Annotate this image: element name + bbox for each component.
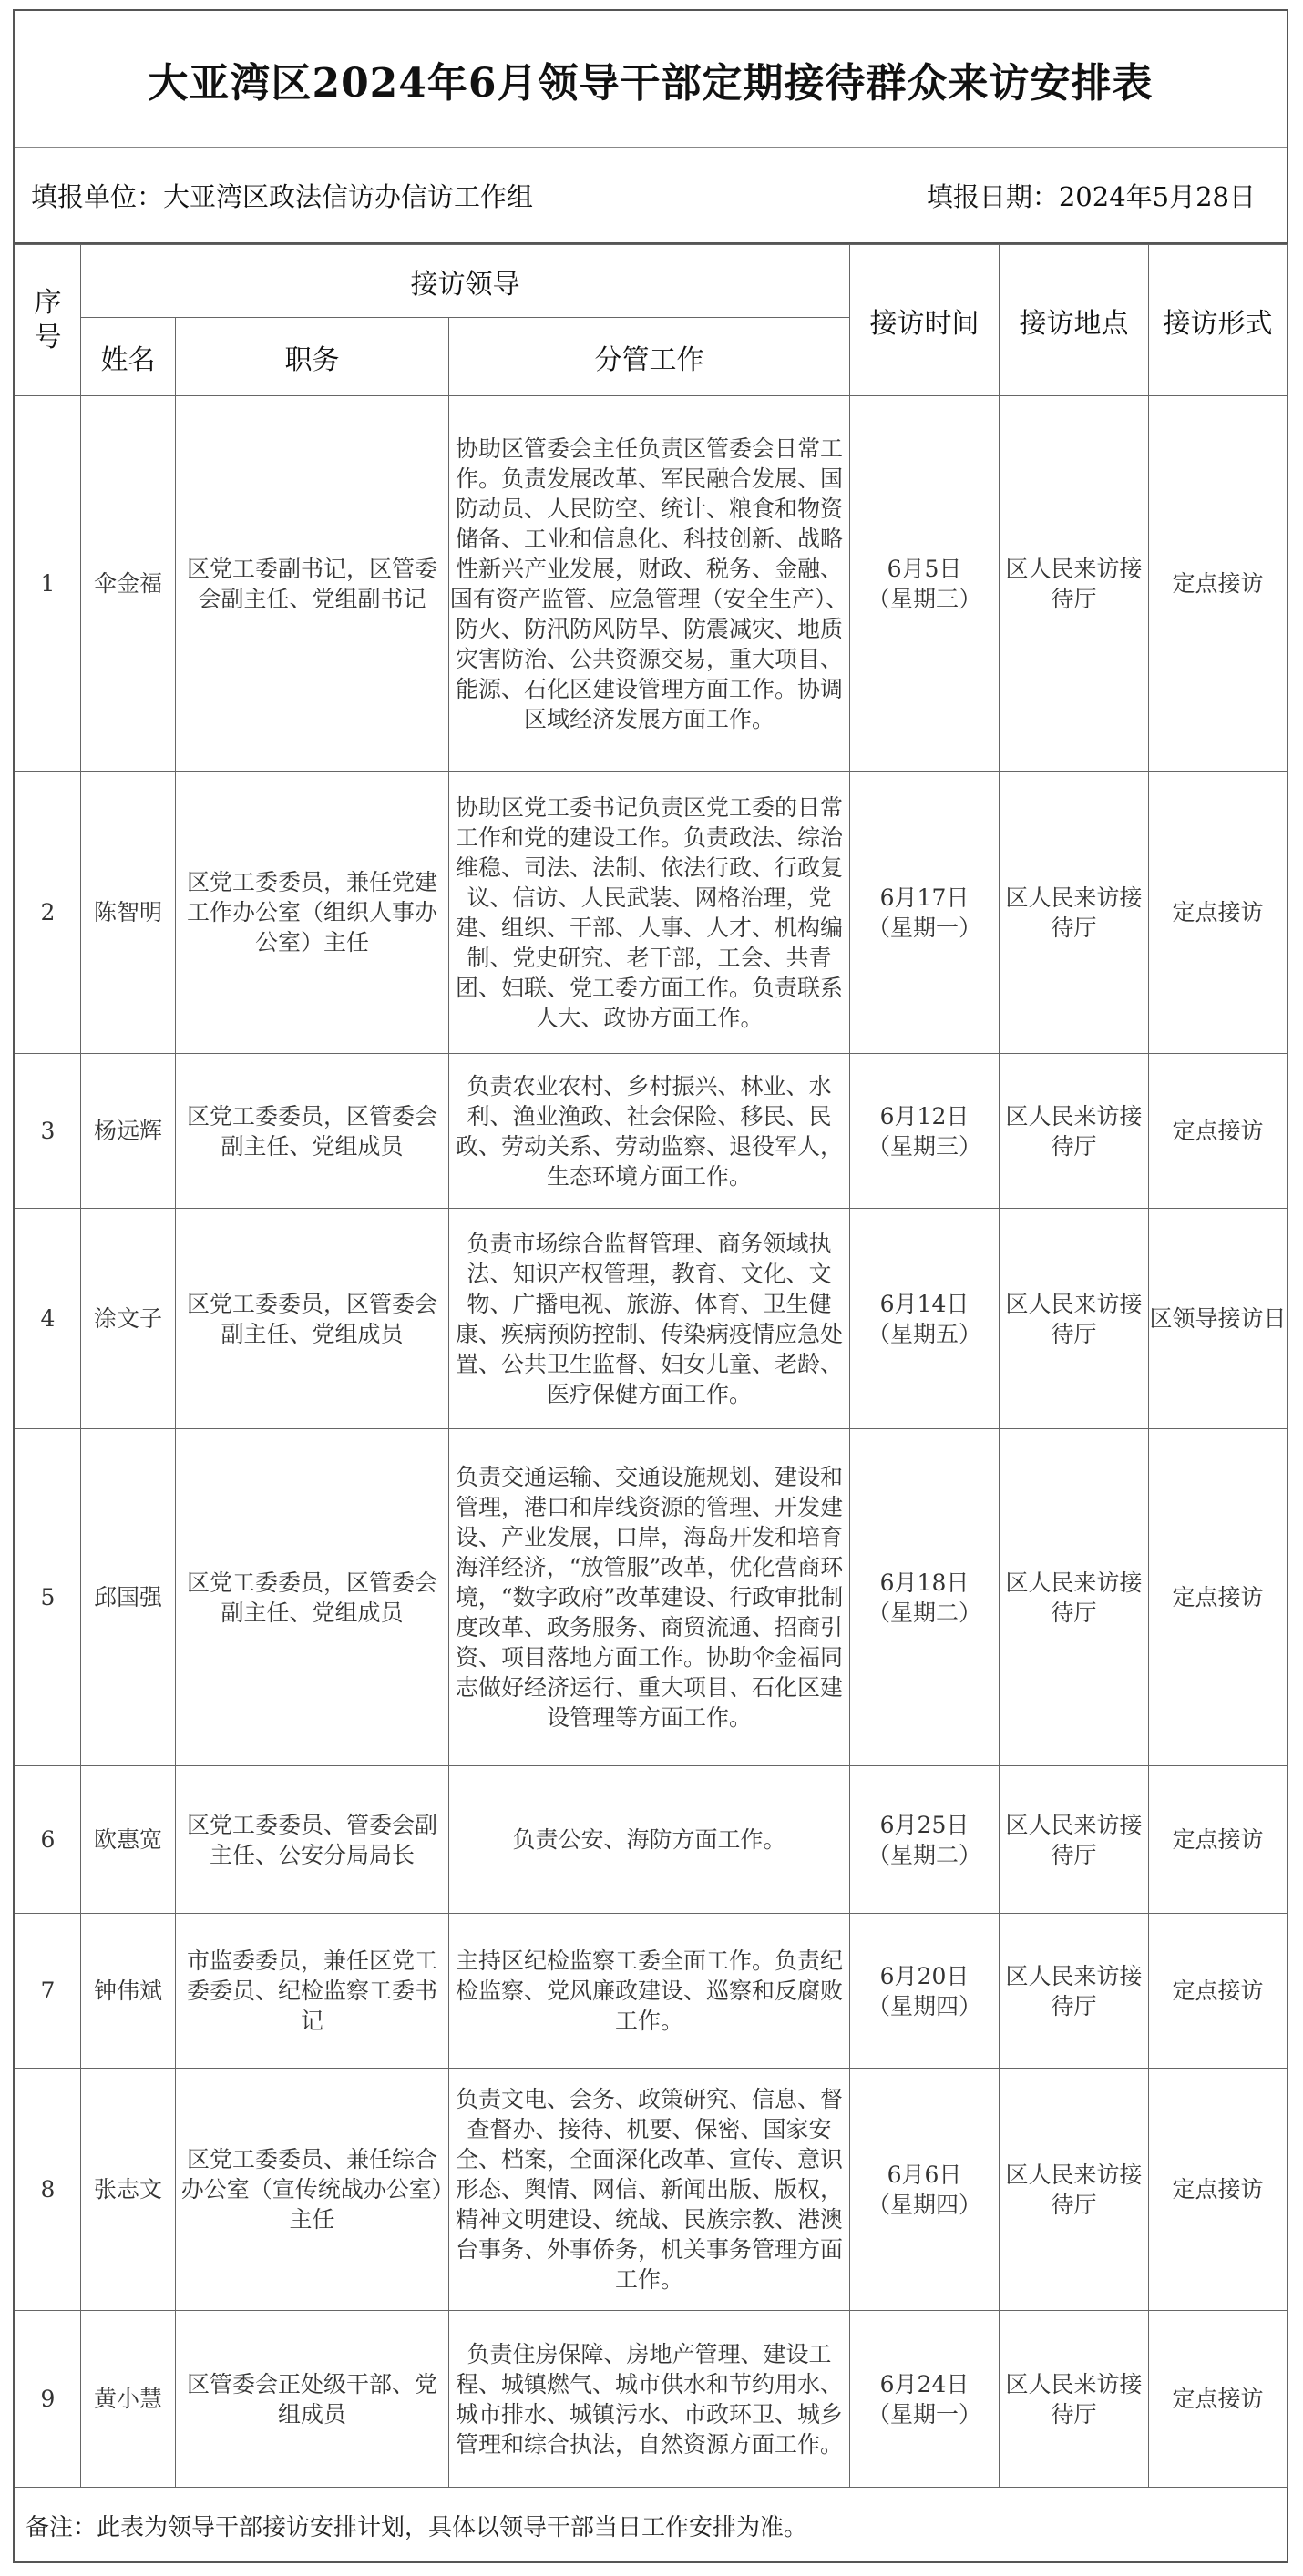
leader-name: 伞金福 [81,396,176,772]
reception-time [850,1054,1000,1209]
row-index: 1 [15,396,81,772]
leader-duties: 协助区管委会主任负责区管委会日常工作。负责发展改革、军民融合发展、国防动员、人民防空、统计、粮食和物资储备、工业和信息化、科技创新、战略性新兴产业发展，财政、税务、金融、国有资产监管、应急管理（安全生产）、防火、防汛防风防旱、防震减灾、地质灾害防治、公共资源交易，重大项目、能源、石化区建设管理方面工作。协调区域经济发展方面工作。 [449,396,850,772]
reception-place: 区人民来访接待厅 [1000,1429,1149,1766]
reporting-unit: 填报单位：大亚湾区政法信访办信访工作组 [31,181,534,212]
header-position: 职务 [176,318,449,396]
table-row [15,1914,1288,2069]
header-duties: 分管工作 [449,318,850,396]
reception-place: 区人民来访接待厅 [1000,1054,1149,1209]
leader-position: 区党工委委员，区管委会副主任、党组成员 [176,1209,449,1429]
reporting-date: 填报日期：2024年5月28日 [926,181,1256,212]
reception-weekday: （星期二） [867,1841,982,1868]
reception-date: 6月18日 [879,1569,970,1596]
table-row [15,1209,1288,1429]
leader-position: 区党工委委员，区管委会副主任、党组成员 [176,1429,449,1766]
reception-time [850,2069,1000,2311]
reception-time [850,1429,1000,1766]
header-leader-group: 接访领导 [81,245,850,318]
table-row [15,1766,1288,1914]
footnote: 备注：此表为领导干部接访安排计划，具体以领导干部当日工作安排为准。 [15,2489,1287,2561]
header-place: 接访地点 [1000,245,1149,396]
reception-form: 定点接访 [1149,396,1288,772]
reception-date: 6月5日 [887,555,962,582]
table-row [15,772,1288,1054]
row-index: 6 [15,1766,81,1914]
leader-position: 区党工委委员，区管委会副主任、党组成员 [176,1054,449,1209]
reception-date: 6月14日 [879,1290,970,1317]
table-row [15,1054,1288,1209]
row-index: 7 [15,1914,81,2069]
leader-name: 钟伟斌 [81,1914,176,2069]
reception-form: 定点接访 [1149,2311,1288,2488]
row-index: 3 [15,1054,81,1209]
leader-name: 黄小慧 [81,2311,176,2488]
reception-place: 区人民来访接待厅 [1000,1209,1149,1429]
row-index: 2 [15,772,81,1054]
leader-duties: 负责农业农村、乡村振兴、林业、水利、渔业渔政、社会保险、移民、民政、劳动关系、劳动监察、退役军人，生态环境方面工作。 [449,1054,850,1209]
meta-row [15,148,1287,244]
header-time: 接访时间 [850,245,1000,396]
table-row [15,2069,1288,2311]
table-row [15,1429,1288,1766]
reception-time [850,1914,1000,2069]
leader-name: 陈智明 [81,772,176,1054]
row-index: 5 [15,1429,81,1766]
table-row [15,2311,1288,2488]
leader-name: 邱国强 [81,1429,176,1766]
reception-place: 区人民来访接待厅 [1000,1914,1149,2069]
leader-name: 涂文子 [81,1209,176,1429]
leader-duties: 负责文电、会务、政策研究、信息、督查督办、接待、机要、保密、国家安全、档案，全面深化改革、宣传、意识形态、舆情、网信、新闻出版、版权，精神文明建设、统战、民族宗教、港澳台事务、外事侨务，机关事务管理方面工作。 [449,2069,850,2311]
leader-position: 区党工委委员、管委会副主任、公安分局局长 [176,1766,449,1914]
leader-duties: 主持区纪检监察工委全面工作。负责纪检监察、党风廉政建设、巡察和反腐败工作。 [449,1914,850,2069]
reception-weekday: （星期四） [867,1992,982,2019]
reception-form: 定点接访 [1149,1766,1288,1914]
reception-weekday: （星期二） [867,1599,982,1626]
leader-name: 张志文 [81,2069,176,2311]
reception-date: 6月6日 [887,2161,962,2188]
leader-position: 市监委委员，兼任区党工委委员、纪检监察工委书记 [176,1914,449,2069]
reception-date: 6月20日 [879,1962,970,1989]
leader-position: 区党工委委员、兼任综合办公室（宣传统战办公室）主任 [176,2069,449,2311]
reception-place: 区人民来访接待厅 [1000,1766,1149,1914]
reception-date: 6月17日 [879,884,970,911]
leader-position: 区管委会正处级干部、党组成员 [176,2311,449,2488]
reception-place: 区人民来访接待厅 [1000,396,1149,772]
row-index: 8 [15,2069,81,2311]
leader-name: 杨远辉 [81,1054,176,1209]
reception-date: 6月24日 [879,2370,970,2397]
reception-weekday: （星期三） [867,1132,982,1160]
reception-weekday: （星期一） [867,914,982,941]
header-name: 姓名 [81,318,176,396]
reception-form: 定点接访 [1149,1429,1288,1766]
schedule-sheet [13,9,1288,2563]
reception-form: 定点接访 [1149,1054,1288,1209]
reception-form: 定点接访 [1149,2069,1288,2311]
reception-date: 6月25日 [879,1811,970,1838]
leader-duties: 负责市场综合监督管理、商务领域执法、知识产权管理，教育、文化、文物、广播电视、旅游、体育、卫生健康、疾病预防控制、传染病疫情应急处置、公共卫生监督、妇女儿童、老龄、医疗保健方面工作。 [449,1209,850,1429]
header-form: 接访形式 [1149,245,1288,396]
row-index: 4 [15,1209,81,1429]
reception-time [850,2311,1000,2488]
reception-weekday: （星期五） [867,1320,982,1347]
reception-form: 区领导接访日 [1149,1209,1288,1429]
table-row [15,396,1288,772]
reception-place: 区人民来访接待厅 [1000,2069,1149,2311]
leader-duties: 负责公安、海防方面工作。 [449,1766,850,1914]
leader-duties: 协助区党工委书记负责区党工委的日常工作和党的建设工作。负责政法、综治维稳、司法、法制、依法行政、行政复议、信访、人民武装、网格治理，党建、组织、干部、人事、人才、机构编制、党史研究、老干部，工会、共青团、妇联、党工委方面工作。负责联系人大、政协方面工作。 [449,772,850,1054]
reception-weekday: （星期一） [867,2400,982,2428]
reception-time [850,1209,1000,1429]
leader-duties: 负责交通运输、交通设施规划、建设和管理，港口和岸线资源的管理、开发建设、产业发展，口岸，海岛开发和培育海洋经济，“放管服”改革，优化营商环境，“数字政府”改革建设、行政审批制度改革、政务服务、商贸流通、招商引资、项目落地方面工作。协助伞金福同志做好经济运行、重大项目、石化区建设管理等方面工作。 [449,1429,850,1766]
reception-schedule-table [15,244,1288,2488]
reception-date: 6月12日 [879,1102,970,1130]
document-title: 大亚湾区2024年6月领导干部定期接待群众来访安排表 [15,11,1287,148]
reception-weekday: （星期三） [867,585,982,612]
reception-form: 定点接访 [1149,772,1288,1054]
row-index: 9 [15,2311,81,2488]
leader-position: 区党工委副书记，区管委会副主任、党组副书记 [176,396,449,772]
reception-weekday: （星期四） [867,2191,982,2218]
reception-place: 区人民来访接待厅 [1000,772,1149,1054]
reception-form: 定点接访 [1149,1914,1288,2069]
reception-time [850,772,1000,1054]
leader-name: 欧惠宽 [81,1766,176,1914]
reception-place: 区人民来访接待厅 [1000,2311,1149,2488]
header-index: 序号 [15,245,81,396]
leader-duties: 负责住房保障、房地产管理、建设工程、城镇燃气、城市供水和节约用水、城市排水、城镇污水、市政环卫、城乡管理和综合执法，自然资源方面工作。 [449,2311,850,2488]
reception-time [850,1766,1000,1914]
leader-position: 区党工委委员，兼任党建工作办公室（组织人事办公室）主任 [176,772,449,1054]
reception-time [850,396,1000,772]
